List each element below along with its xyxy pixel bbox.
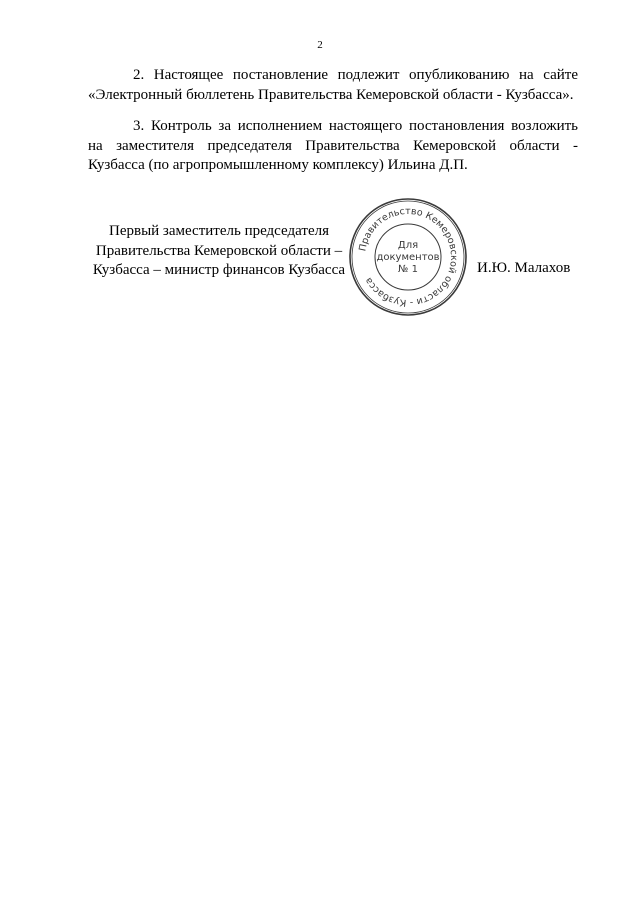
signatory-title-line-1: Первый заместитель председателя bbox=[109, 223, 329, 239]
paragraph-3 bbox=[88, 117, 578, 176]
stamp-ring-text: Правительство Кемеровской области - Кузбасса bbox=[357, 205, 460, 309]
paragraph-2-text: 2. Настоящее постановление подлежит опубликованию на сайте «Электронный бюллетень Правительства Кемеровской области - Кузбасса». bbox=[88, 67, 578, 103]
signatory-name: И.Ю. Малахов bbox=[477, 260, 571, 276]
stamp-center-line-3: № 1 bbox=[398, 264, 418, 275]
stamp-seal-icon bbox=[346, 195, 470, 319]
signatory-title-line-2: Правительства Кемеровской области – bbox=[95, 242, 343, 259]
page-number: 2 bbox=[317, 39, 323, 51]
paragraph-2 bbox=[88, 66, 578, 105]
stamp-center-line-1: Для bbox=[397, 240, 419, 251]
official-stamp bbox=[346, 195, 470, 319]
paragraph-3-text: 3. Контроль за исполнением настоящего постановления возложить на заместителя председателя Правительства Кемеровской области - Кузбасса (по агропромышленному комплексу) Ильина Д.П. bbox=[88, 118, 578, 173]
signatory-title bbox=[80, 222, 358, 281]
signatory-title-line-3: Кузбасса – министр финансов Кузбасса bbox=[92, 262, 346, 278]
stamp-center-line-2: документов bbox=[376, 252, 440, 263]
